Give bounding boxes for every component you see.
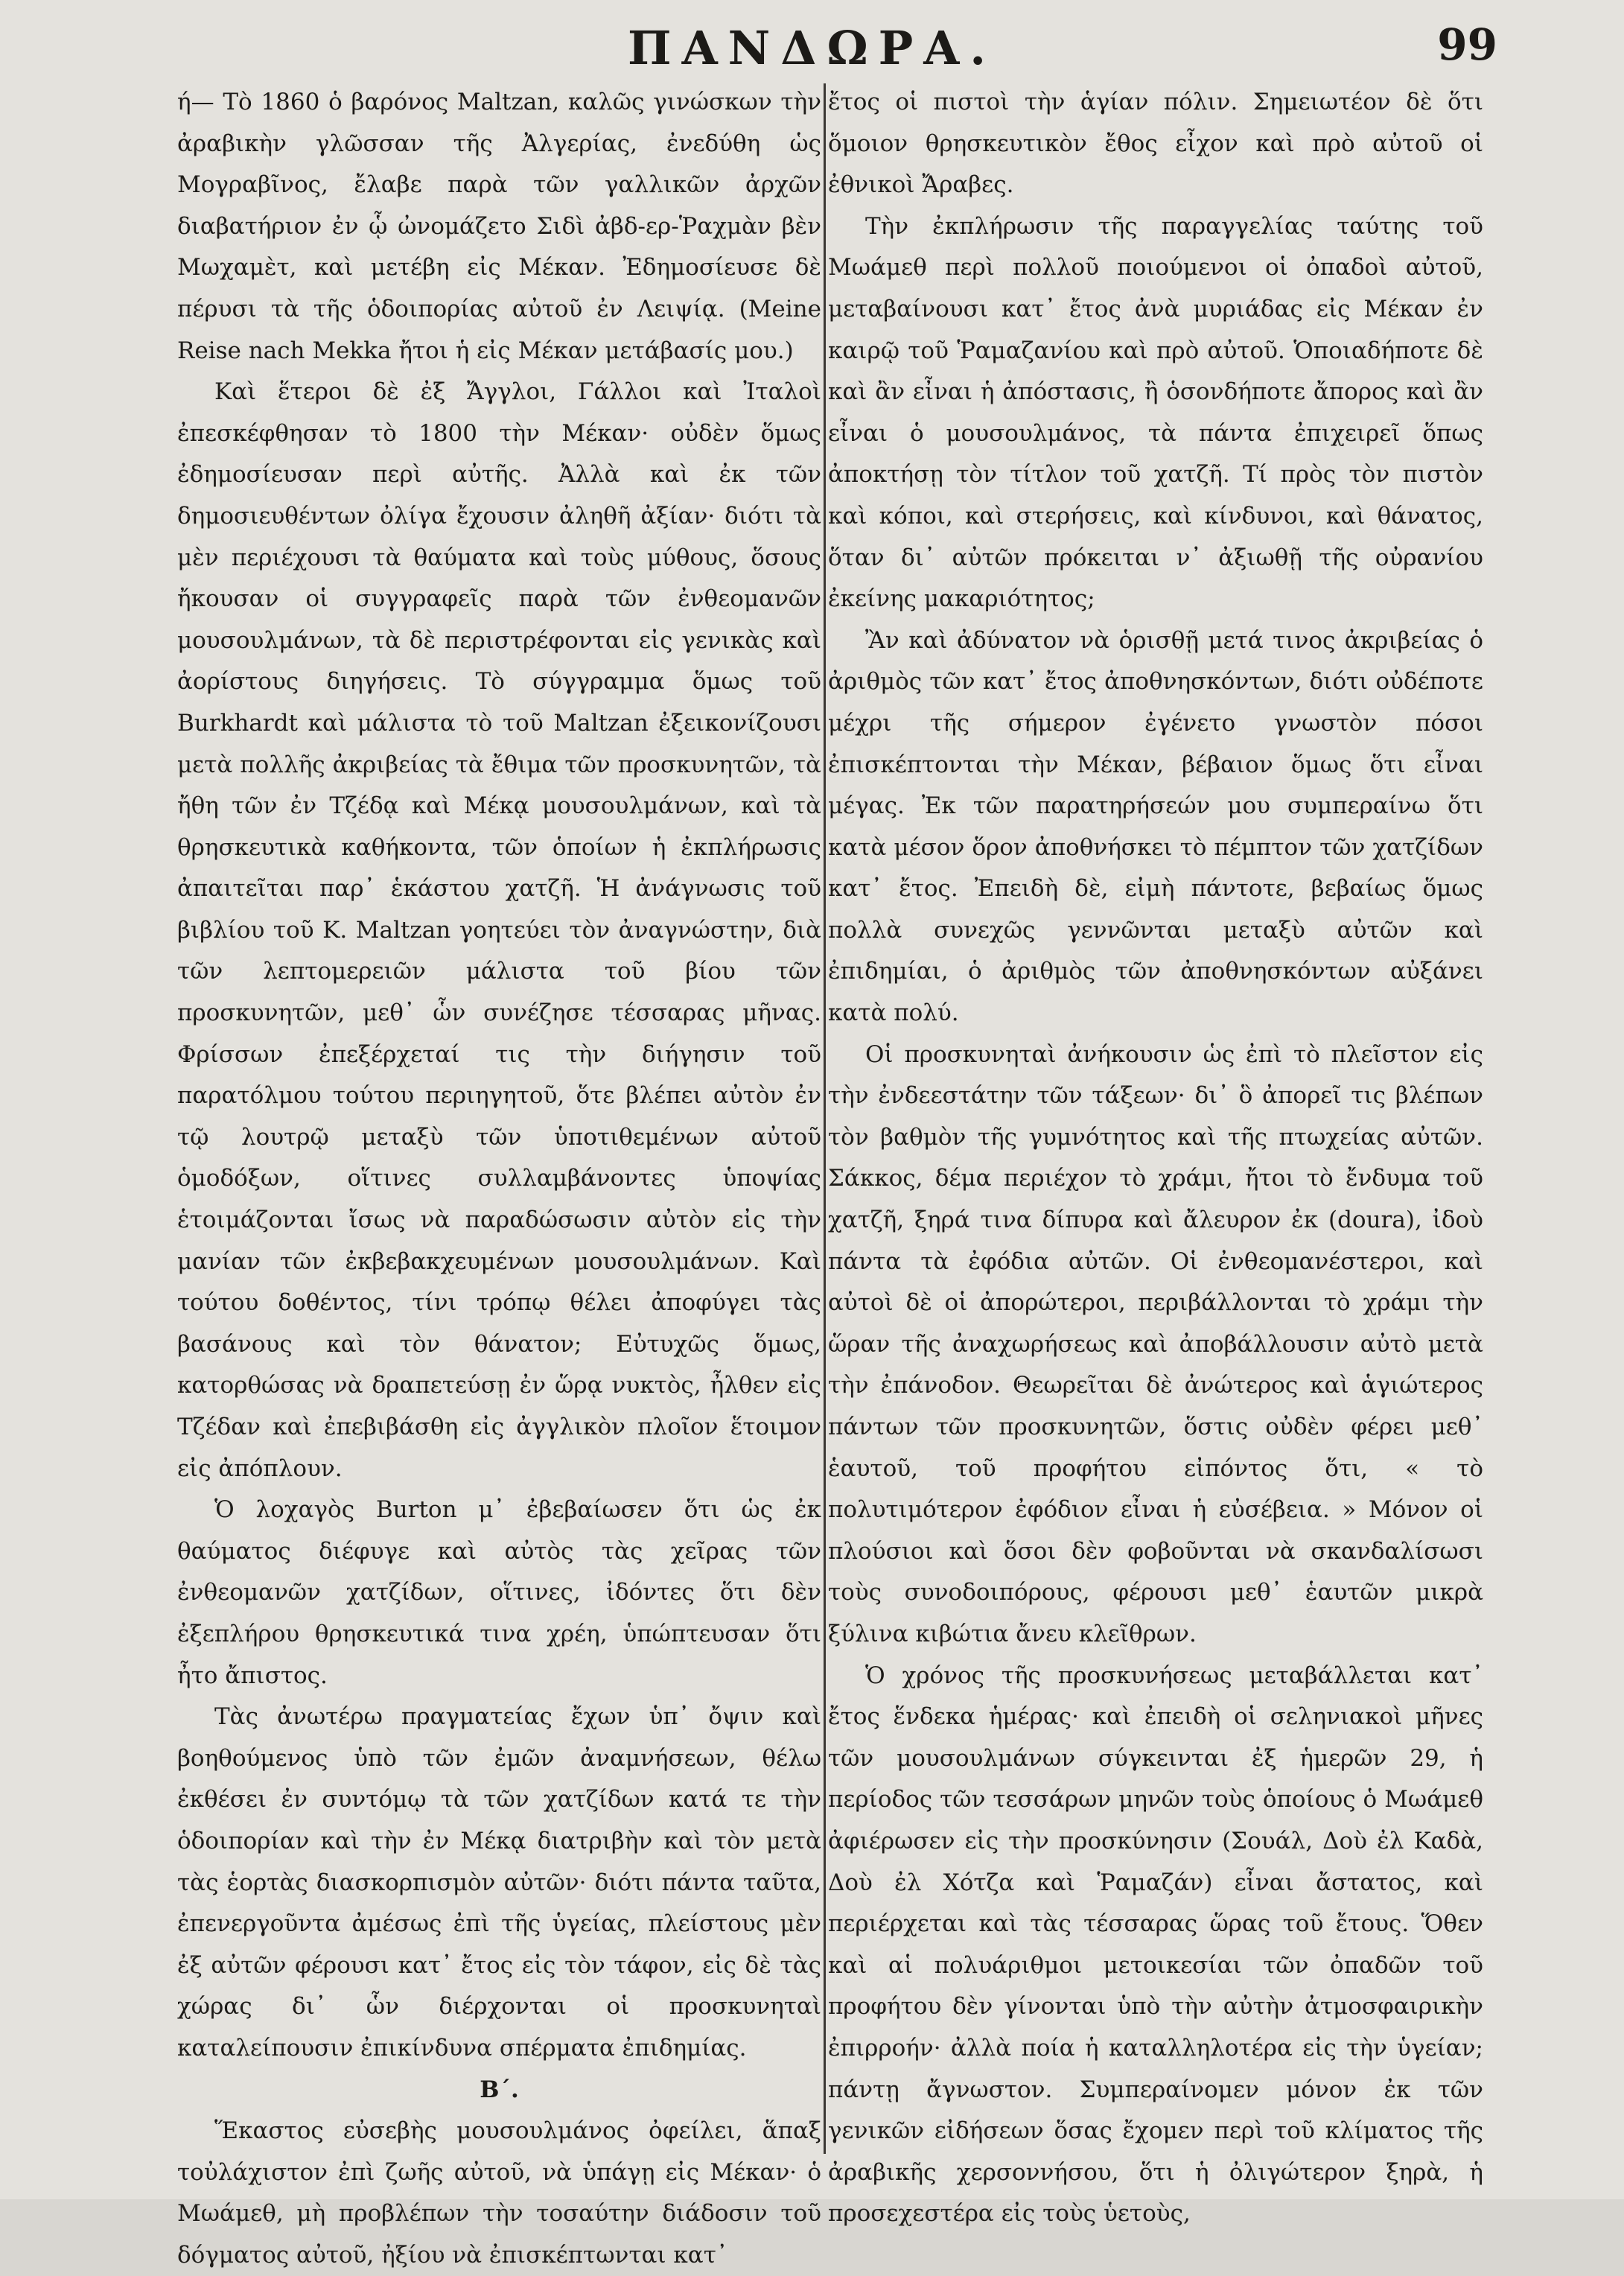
paragraph: Ὁ λοχαγὸς Burton μ᾽ ἐβεβαίωσεν ὅτι ὡς ἐκ θαύματος διέφυγε καὶ αὐτὸς τὰς χεῖρας τῶν ἐνθεομανῶν χατζίδων, οἵτινες, ἰδόντες ὅτι δὲν ἐξεπλήρου θρησκευτικά τινα χρέη, ὑπώπτευσαν ὅτι ἦτο ἄπιστος. (177, 1496, 821, 1689)
column-divider (824, 83, 826, 2154)
paragraph: Τὴν ἐκπλήρωσιν τῆς παραγγελίας ταύτης τοῦ Μωάμεθ περὶ πολλοῦ ποιούμενοι οἱ ὀπαδοὶ αὐτοῦ, μεταβαίνουσι κατ᾽ ἔτος ἀνὰ μυριάδας εἰς Μέκαν ἐν καιρῷ τοῦ Ῥαμαζανίου καὶ πρὸ αὐτοῦ. Ὁποιαδήποτε δὲ καὶ ἂν εἶναι ἡ ἀπόστασις, ἢ ὁσονδήποτε ἄπορος καὶ ἂν εἶναι ὁ μουσουλμάνος, τὰ πάντα ἐπιχειρεῖ ὅπως ἀποκτήσῃ τὸν τίτλον τοῦ χατζῆ. Τί πρὸς τὸν πιστὸν καὶ κόποι, καὶ στερήσεις, καὶ κίνδυνοι, καὶ θάνατος, ὅταν δι᾽ αὐτῶν πρόκειται ν᾽ ἀξιωθῇ τῆς οὐρανίου ἐκείνης μακαριότητος; (828, 212, 1483, 613)
paragraph: Καὶ ἕτεροι δὲ ἐξ Ἄγγλοι, Γάλλοι καὶ Ἰταλοὶ ἐπεσκέφθησαν τὸ 1800 τὴν Μέκαν· οὐδὲν ὅμως ἐδημοσίευσαν περὶ αὐτῆς. Ἀλλὰ καὶ ἐκ τῶν δημοσιευθέντων ὀλίγα ἔχουσιν ἀληθῆ ἀξίαν· διότι τὰ μὲν περιέχουσι τὰ θαύματα καὶ τοὺς μύθους, ὅσους ἤκουσαν οἱ συγγραφεῖς παρὰ τῶν ἐνθεομανῶν μουσουλμάνων, τὰ δὲ περιστρέφονται εἰς γενικὰς καὶ ἀορίστους διηγήσεις. Τὸ σύγγραμμα ὅμως τοῦ Burkhardt καὶ μάλιστα τὸ τοῦ Maltzan ἐξεικονίζουσι μετὰ πολλῆς ἀκριβείας τὰ ἔθιμα τῶν προσκυνητῶν, τὰ ἤθη τῶν ἐν Τζέδᾳ καὶ Μέκᾳ μουσουλμάνων, καὶ τὰ θρησκευτικὰ καθήκοντα, τῶν ὁποίων ἡ ἐκπλήρωσις ἀπαιτεῖται παρ᾽ ἑκάστου χατζῆ. Ἡ ἀνάγνωσις τοῦ βιβλίου τοῦ Κ. Maltzan γοητεύει τὸν ἀναγνώστην, διὰ τῶν λεπτομερειῶν μάλιστα τοῦ βίου τῶν προσκυνητῶν, μεθ᾽ ὧν συνέζησε τέσσαρας μῆνας. Φρίσσων ἐπεξέρχεταί τις τὴν διήγησιν τοῦ παρατόλμου τούτου περιηγητοῦ, ὅτε βλέπει αὐτὸν ἐν τῷ λουτρῷ μεταξὺ τῶν ὑποτιθεμένων αὐτοῦ ὁμοδόξων, οἵτινες συλλαμβάνοντες ὑποψίας ἑτοιμάζονται ἴσως νὰ παραδώσωσιν αὐτὸν εἰς τὴν μανίαν τῶν ἐκβεβακχευμένων μουσουλμάνων. Καὶ τούτου δοθέντος, τίνι τρόπῳ θέλει ἀποφύγει τὰς βασάνους καὶ τὸν θάνατον; Εὐτυχῶς ὅμως, κατορθώσας νὰ δραπετεύσῃ ἐν ὥρᾳ νυκτὸς, ἦλθεν εἰς Τζέδαν καὶ ἐπεβιβάσθη εἰς ἀγγλικὸν πλοῖον ἕτοιμον εἰς ἀπόπλουν. (177, 378, 821, 1482)
paragraph: Ἕκαστος εὐσεβὴς μουσουλμάνος ὀφείλει, ἅπαξ τοὐλάχιστον ἐπὶ ζωῆς αὐτοῦ, νὰ ὑπάγῃ εἰς Μέκαν· ὁ Μωάμεθ, μὴ προβλέπων τὴν τοσαύτην διάδοσιν τοῦ δόγματος αὐτοῦ, ἠξίου νὰ ἐπισκέπτωνται κατ᾽ (177, 2117, 821, 2269)
paragraph: ή— Τὸ 1860 ὁ βαρόνος Maltzan, καλῶς γινώσκων τὴν ἀραβικὴν γλῶσσαν τῆς Ἀλγερίας, ἐνεδύθη ὡς Μογραβῖνος, ἔλαβε παρὰ τῶν γαλλικῶν ἀρχῶν διαβατήριον ἐν ᾧ ὠνομάζετο Σιδὶ ἀβδ-ερ-Ῥαχμὰν βὲν Μωχαμὲτ, καὶ μετέβη εἰς Μέκαν. Ἐδημοσίευσε δὲ πέρυσι τὰ τῆς ὁδοιπορίας αὐτοῦ ἐν Λειψίᾳ. (Meine Reise nach Mekka ἤτοι ἡ εἰς Μέκαν μετάβασίς μου.) (177, 89, 821, 364)
paragraph: Τὰς ἀνωτέρω πραγματείας ἔχων ὑπ᾽ ὄψιν καὶ βοηθούμενος ὑπὸ τῶν ἐμῶν ἀναμνήσεων, θέλω ἐκθέσει ἐν συντόμῳ τὰ τῶν χατζίδων κατά τε τὴν ὁδοιπορίαν καὶ τὴν ἐν Μέκᾳ διατριβὴν καὶ τὸν μετὰ τὰς ἑορτὰς διασκορπισμὸν αὐτῶν· διότι πάντα ταῦτα, ἐπενεργοῦντα ἀμέσως ἐπὶ τῆς ὑγείας, πλείστους μὲν ἐξ αὐτῶν φέρουσι κατ᾽ ἔτος εἰς τὸν τάφον, εἰς δὲ τὰς χώρας δι᾽ ὧν διέρχονται οἱ προσκυνηταὶ καταλείπουσιν ἐπικίνδυνα σπέρματα ἐπιδημίας. (177, 1703, 821, 2062)
paragraph: Ὁ χρόνος τῆς προσκυνήσεως μεταβάλλεται κατ᾽ ἔτος ἕνδεκα ἡμέρας· καὶ ἐπειδὴ οἱ σεληνιακοὶ μῆνες τῶν μουσουλμάνων σύγκεινται ἐξ ἡμερῶν 29, ἡ περίοδος τῶν τεσσάρων μηνῶν τοὺς ὁποίους ὁ Μωάμεθ ἀφιέρωσεν εἰς τὴν προσκύνησιν (Σουάλ, Δοὺ ἐλ Καδὰ, Δοὺ ἐλ Χότζα καὶ Ῥαμαζάν) εἶναι ἄστατος, καὶ περιέρχεται καὶ τὰς τέσσαρας ὥρας τοῦ ἔτους. Ὅθεν καὶ αἱ πολυάριθμοι μετοικεσίαι τῶν ὀπαδῶν τοῦ προφήτου δὲν γίνονται ὑπὸ τὴν αὐτὴν ἀτμοσφαιρικὴν ἐπιρροήν· ἀλλὰ ποία ἡ καταλληλοτέρα εἰς τὴν ὑγείαν; πάντῃ ἄγνωστον. Συμπεραίνομεν μόνον ἐκ τῶν γενικῶν εἰδήσεων ὅσας ἔχομεν περὶ τοῦ κλίματος τῆς ἀραβικῆς χερσοννήσου, ὅτι ἡ ὀλιγώτερον ξηρὰ, ἡ προσεχεστέρα εἰς τοὺς ὑετοὺς, (828, 1662, 1483, 2228)
paragraph: ἔτος οἱ πιστοὶ τὴν ἁγίαν πόλιν. Σημειωτέον δὲ ὅτι ὅμοιον θρησκευτικὸν ἔθος εἶχον καὶ πρὸ αὐτοῦ οἱ ἐθνικοὶ Ἄραβες. (828, 89, 1483, 199)
page-title: ΠΑΝΔΩΡΑ. (628, 21, 996, 75)
paragraph: Οἱ προσκυνηταὶ ἀνήκουσιν ὡς ἐπὶ τὸ πλεῖστον εἰς τὴν ἐνδεεστάτην τῶν τάξεων· δι᾽ ὃ ἀπορεῖ τις βλέπων τὸν βαθμὸν τῆς γυμνότητος καὶ τῆς πτωχείας αὐτῶν. Σάκκος, δέμα περιέχον τὸ χράμι, ἤτοι τὸ ἔνδυμα τοῦ χατζῆ, ξηρά τινα δίπυρα καὶ ἄλευρον ἐκ (doura), ἰδοὺ πάντα τὰ ἐφόδια αὐτῶν. Οἱ ἐνθεομανέστεροι, καὶ αὐτοὶ δὲ οἱ ἀπορώτεροι, περιβάλλονται τὸ χράμι τὴν ὥραν τῆς ἀναχωρήσεως καὶ ἀποβάλλουσιν αὐτὸ μετὰ τὴν ἐπάνοδον. Θεωρεῖται δὲ ἀνώτερος καὶ ἁγιώτερος πάντων τῶν προσκυνητῶν, ὅστις οὐδὲν φέρει μεθ᾽ ἑαυτοῦ, τοῦ προφήτου εἰπόντος ὅτι, « τὸ πολυτιμότερον ἐφόδιον εἶναι ἡ εὐσέβεια. » Μόνον οἱ πλούσιοι καὶ ὅσοι δὲν φοβοῦνται νὰ σκανδαλίσωσι τοὺς συνοδοιπόρους, φέρουσι μεθ᾽ ἑαυτῶν μικρὰ ξύλινα κιβώτια ἄνευ κλεῖθρων. (828, 1040, 1483, 1647)
page-number: 99 (1437, 19, 1497, 70)
paragraph: Ἂν καὶ ἀδύνατον νὰ ὁρισθῇ μετά τινος ἀκριβείας ὁ ἀριθμὸς τῶν κατ᾽ ἔτος ἀποθνησκόντων, διότι οὐδέποτε μέχρι τῆς σήμερον ἐγένετο γνωστὸν πόσοι ἐπισκέπτονται τὴν Μέκαν, βέβαιον ὅμως ὅτι εἶναι μέγας. Ἐκ τῶν παρατηρήσεών μου συμπεραίνω ὅτι κατὰ μέσον ὅρον ἀποθνήσκει τὸ πέμπτον τῶν χατζίδων κατ᾽ ἔτος. Ἐπειδὴ δὲ, εἰμὴ πάντοτε, βεβαίως ὅμως πολλὰ συνεχῶς γεννῶνται μεταξὺ αὐτῶν καὶ ἐπιδημίαι, ὁ ἀριθμὸς τῶν ἀποθνησκόντων αὐξάνει κατὰ πολύ. (828, 626, 1483, 1027)
left-column (177, 82, 821, 2269)
right-column (828, 82, 1483, 2228)
section-heading: Β΄. (480, 2076, 519, 2103)
